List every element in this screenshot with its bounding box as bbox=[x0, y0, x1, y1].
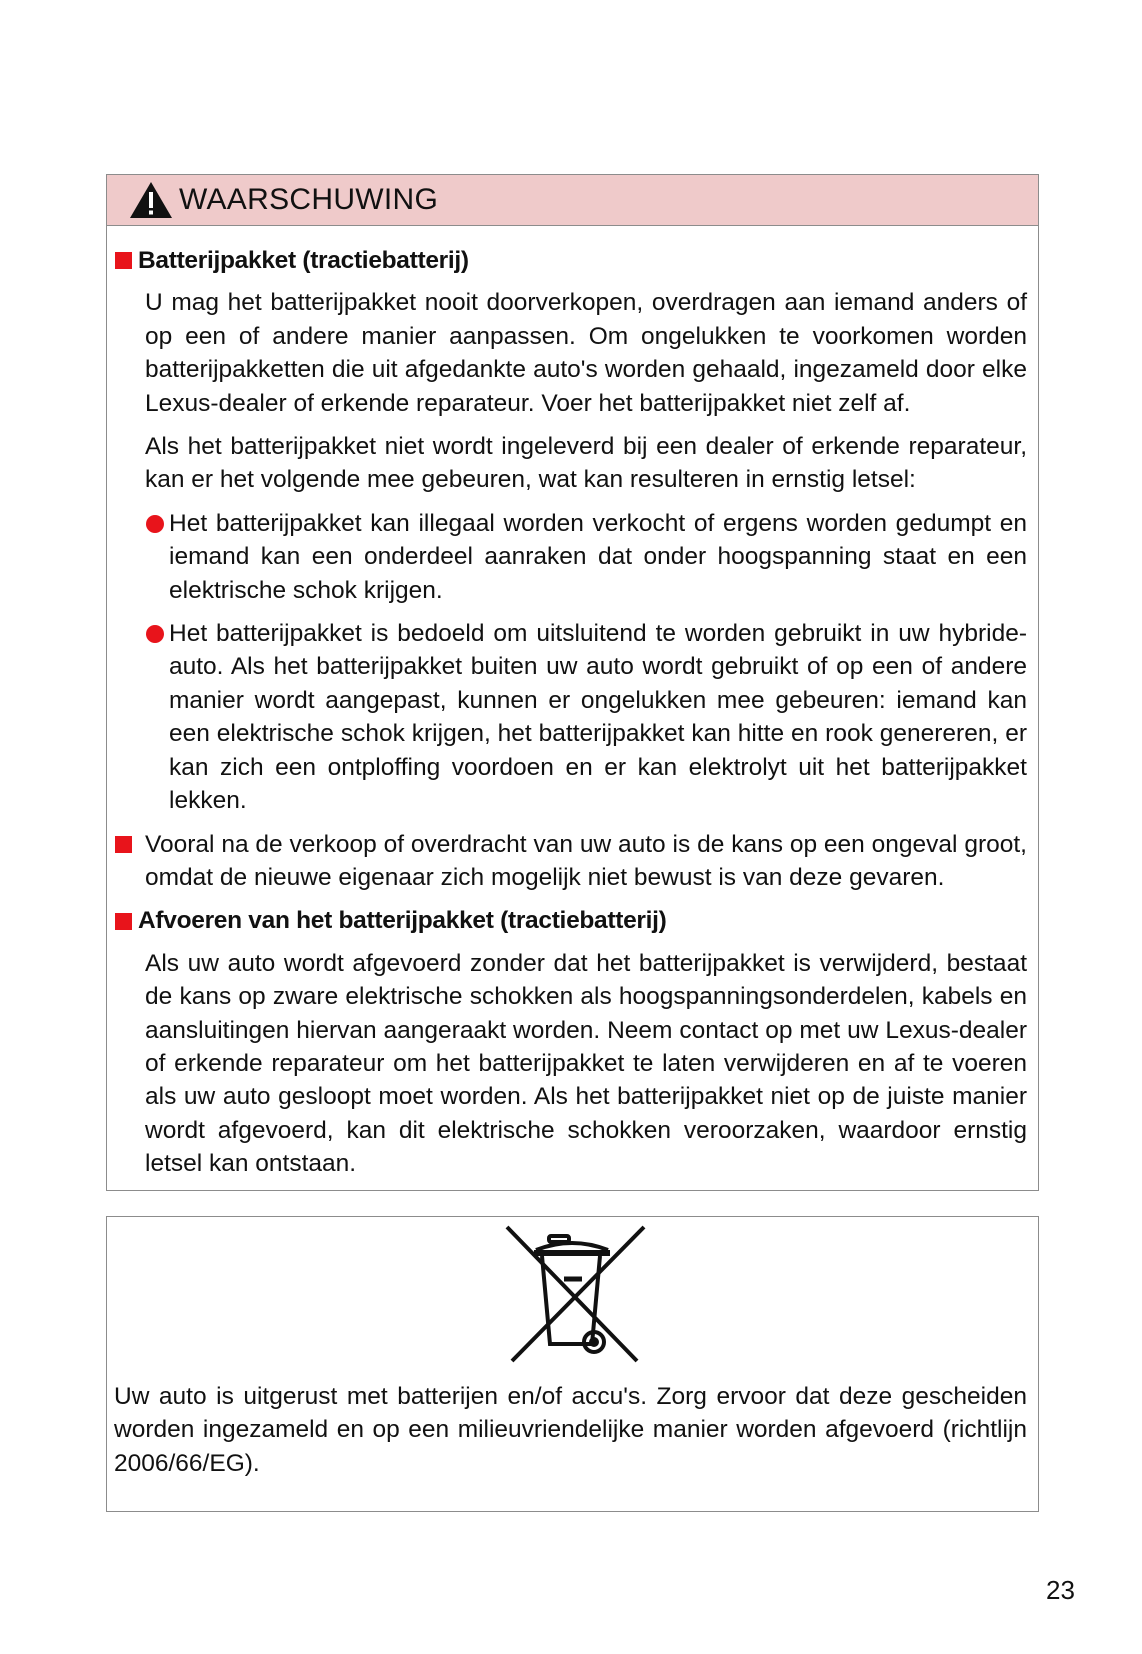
crossed-out-bin-icon bbox=[502, 1224, 647, 1364]
warning-title: WAARSCHUWING bbox=[179, 183, 439, 216]
red-dot-icon bbox=[146, 625, 164, 643]
red-square-icon bbox=[115, 252, 132, 269]
note-text: Vooral na de verkoop of overdracht van uw auto is de kans op een ongeval groot, omdat de nieuwe eigenaar zich mogelijk niet bewust is van deze gevaren. bbox=[145, 830, 1027, 891]
recycling-text: Uw auto is uitgerust met batterijen en/of accu's. Zorg ervoor dat deze gescheiden worden ingezameld en op een milieuvriendelijke manier worden afgevoerd (richtlijn 2006/66/EG). bbox=[114, 1383, 1027, 1477]
bullet-text: Het batterijpakket kan illegaal worden verkocht of ergens worden gedumpt en iemand kan een onderdeel aanraken dat onder hoogspanning staat en een elektrische schok krijgen. bbox=[169, 509, 1027, 604]
bullet-item bbox=[115, 507, 1027, 607]
heading-text: Afvoeren van het batterijpakket (tractiebatterij) bbox=[138, 907, 667, 935]
red-square-icon bbox=[115, 836, 132, 853]
red-square-icon bbox=[115, 913, 132, 930]
recycling-box bbox=[106, 1216, 1039, 1512]
warning-box bbox=[106, 174, 1039, 1191]
paragraph: Als het batterijpakket niet wordt ingeleverd bij een dealer of erkende reparateur, kan er het volgende mee gebeuren, wat kan resulteren in ernstig letsel: bbox=[145, 433, 1027, 494]
section-heading bbox=[115, 244, 1027, 277]
warning-header bbox=[107, 175, 1038, 226]
paragraph: U mag het batterijpakket nooit doorverkopen, overdragen aan iemand anders of op een of andere manier aanpassen. Om ongelukken te voorkomen worden batterijpakketten die uit afgedankte auto's worden gehaald, ingezameld door elke Lexus-dealer of erkende reparateur. Voer het batterijpakket niet zelf af. bbox=[145, 289, 1027, 417]
paragraph: Als uw auto wordt afgevoerd zonder dat het batterijpakket is verwijderd, bestaat de kans op zware elektrische schokken als hoogspanningsonderdelen, kabels en aansluitingen hiervan aangeraakt worden. Neem contact op met uw Lexus-dealer of erkende reparateur om het batterijpakket te laten verwijderen en af te voeren als uw auto gesloopt moet worden. Als het batterijpakket niet op de juiste manier wordt afgevoerd, kan dit elektrische schokken veroorzaken, waardoor ernstig letsel kan ontstaan. bbox=[145, 949, 1027, 1178]
warning-triangle-icon bbox=[129, 181, 173, 219]
red-dot-icon bbox=[146, 515, 164, 533]
page-number: 23 bbox=[1046, 1575, 1075, 1605]
heading-text: Batterijpakket (tractiebatterij) bbox=[138, 247, 469, 274]
bullet-text: Het batterijpakket is bedoeld om uitsluitend te worden gebruikt in uw hybride-auto. Als het batterijpakket buiten uw auto wordt gebruikt of op een of andere manier wordt aangepast, kunnen er ongelukken mee gebeuren: iemand kan een elektrische schok krijgen, het batterijpakket kan hitte en rook genereren, er kan zich een ontploffing voordoen en er kan elektrolyt uit het batterijpakket lekken. bbox=[169, 620, 1027, 815]
note-item bbox=[115, 828, 1027, 895]
bullet-item bbox=[115, 617, 1027, 817]
section-heading bbox=[115, 904, 1027, 937]
